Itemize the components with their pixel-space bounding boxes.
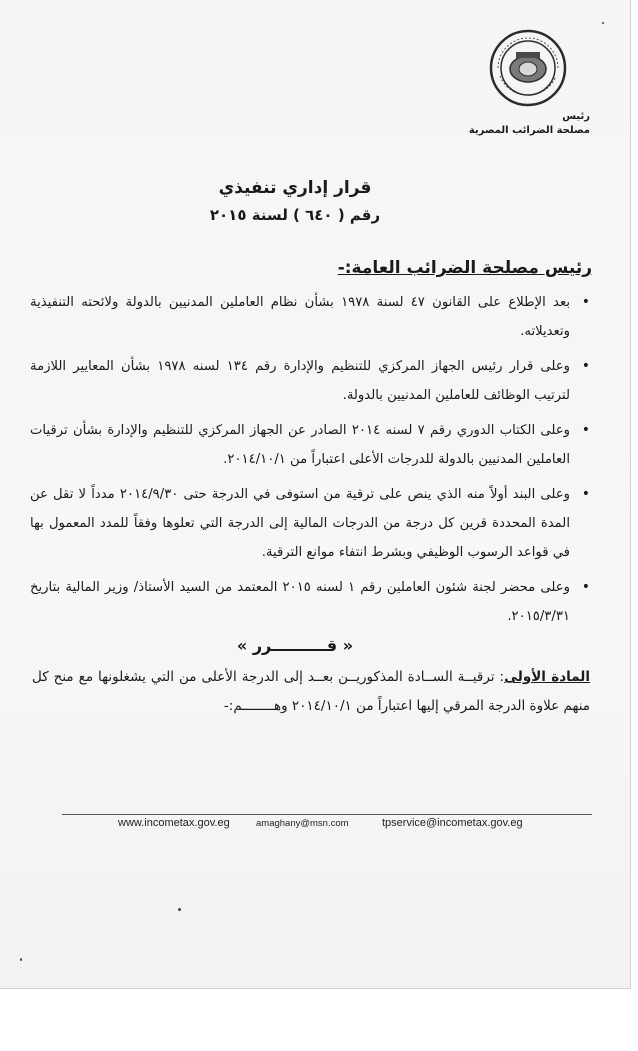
bullet-icon: •: [581, 422, 590, 438]
recital-text: وعلى محضر لجنة شئون العاملين رقم ١ لسنه ٢٠١٥ المعتمد من السيد الأستاذ/ وزير المالية بتاريخ ٢٠١٥/٣/٣١.: [30, 580, 570, 624]
article-label: المادة الأولى: [504, 669, 590, 685]
recital-item: [30, 480, 590, 567]
decision-number: رقم ( ٦٤٠ ) لسنة ٢٠١٥: [209, 206, 381, 224]
ministry-seal-icon: [488, 28, 568, 108]
scan-speck: [178, 908, 181, 911]
scan-speck: [20, 958, 22, 961]
recital-text: وعلى البند أولاً منه الذي ينص على ترقية من استوفى في الدرجة حتى ٢٠١٤/٩/٣٠ مدداً لا تقل عن المدة المحددة قرين كل درجة من الدرجات المالية إلى الدرجة التي تعلوها وفقاً للمدد المعمول بها في قواعد الرسوب الوظيفي وبشرط انتفاء موانع الترقية.: [30, 487, 570, 560]
article-one: [32, 663, 590, 721]
bullet-icon: •: [581, 486, 590, 502]
issuer-title: رئيس: [562, 111, 590, 122]
recitals-list: [30, 288, 590, 637]
bullet-icon: •: [581, 358, 590, 374]
website-link[interactable]: www.incometax.gov.eg: [118, 817, 230, 829]
bullet-icon: •: [581, 579, 590, 595]
recital-item: [30, 573, 590, 631]
issuer-authority: مصلحة الضرائب المصرية: [468, 125, 590, 136]
footer-divider: [62, 814, 592, 815]
authority-heading-text: رئيس مصلحة الضرائب العامة:-: [337, 258, 592, 278]
authority-heading: [338, 258, 592, 278]
decision-title: قرار إداري تنفيذي: [218, 178, 372, 198]
service-email-link[interactable]: tpservice@incometax.gov.eg: [382, 817, 523, 829]
recital-text: وعلى قرار رئيس الجهاز المركزي للتنظيم والإدارة رقم ١٣٤ لسنه ١٩٧٨ بشأن المعايير اللازمة لترتيب الوظائف للعاملين المدنيين بالدولة.: [30, 359, 570, 403]
recital-text: وعلى الكتاب الدوري رقم ٧ لسنه ٢٠١٤ الصادر عن الجهاز المركزي للتنظيم والإدارة بشأن ترقيات العاملين المدنيين بالدولة للدرجات الأعلى اعتباراً من ٢٠١٤/١٠/١.: [30, 423, 571, 467]
decision-heading: « قــــــــــرر »: [236, 636, 354, 655]
recital-item: [30, 352, 590, 410]
recital-text: بعد الإطلاع على القانون ٤٧ لسنة ١٩٧٨ بشأن نظام العاملين المدنيين بالدولة ولائحته التنفيذية وتعديلاته.: [30, 295, 570, 339]
issuer-caption: [430, 110, 590, 138]
bullet-icon: •: [581, 294, 590, 310]
article-text: : ترقيــة الســادة المذكوريــن بعــد إلى الدرجة الأعلى من التي يشغلونها مع منح كل منهم علاوة الدرجة المرقي إليها اعتباراً من ٢٠١٤/١٠/١ وهــــــــم:-: [32, 669, 590, 714]
recital-item: [30, 416, 590, 474]
scan-speck: [602, 22, 604, 24]
email-link[interactable]: amaghany@msn.com: [256, 818, 349, 829]
recital-item: [30, 288, 590, 346]
